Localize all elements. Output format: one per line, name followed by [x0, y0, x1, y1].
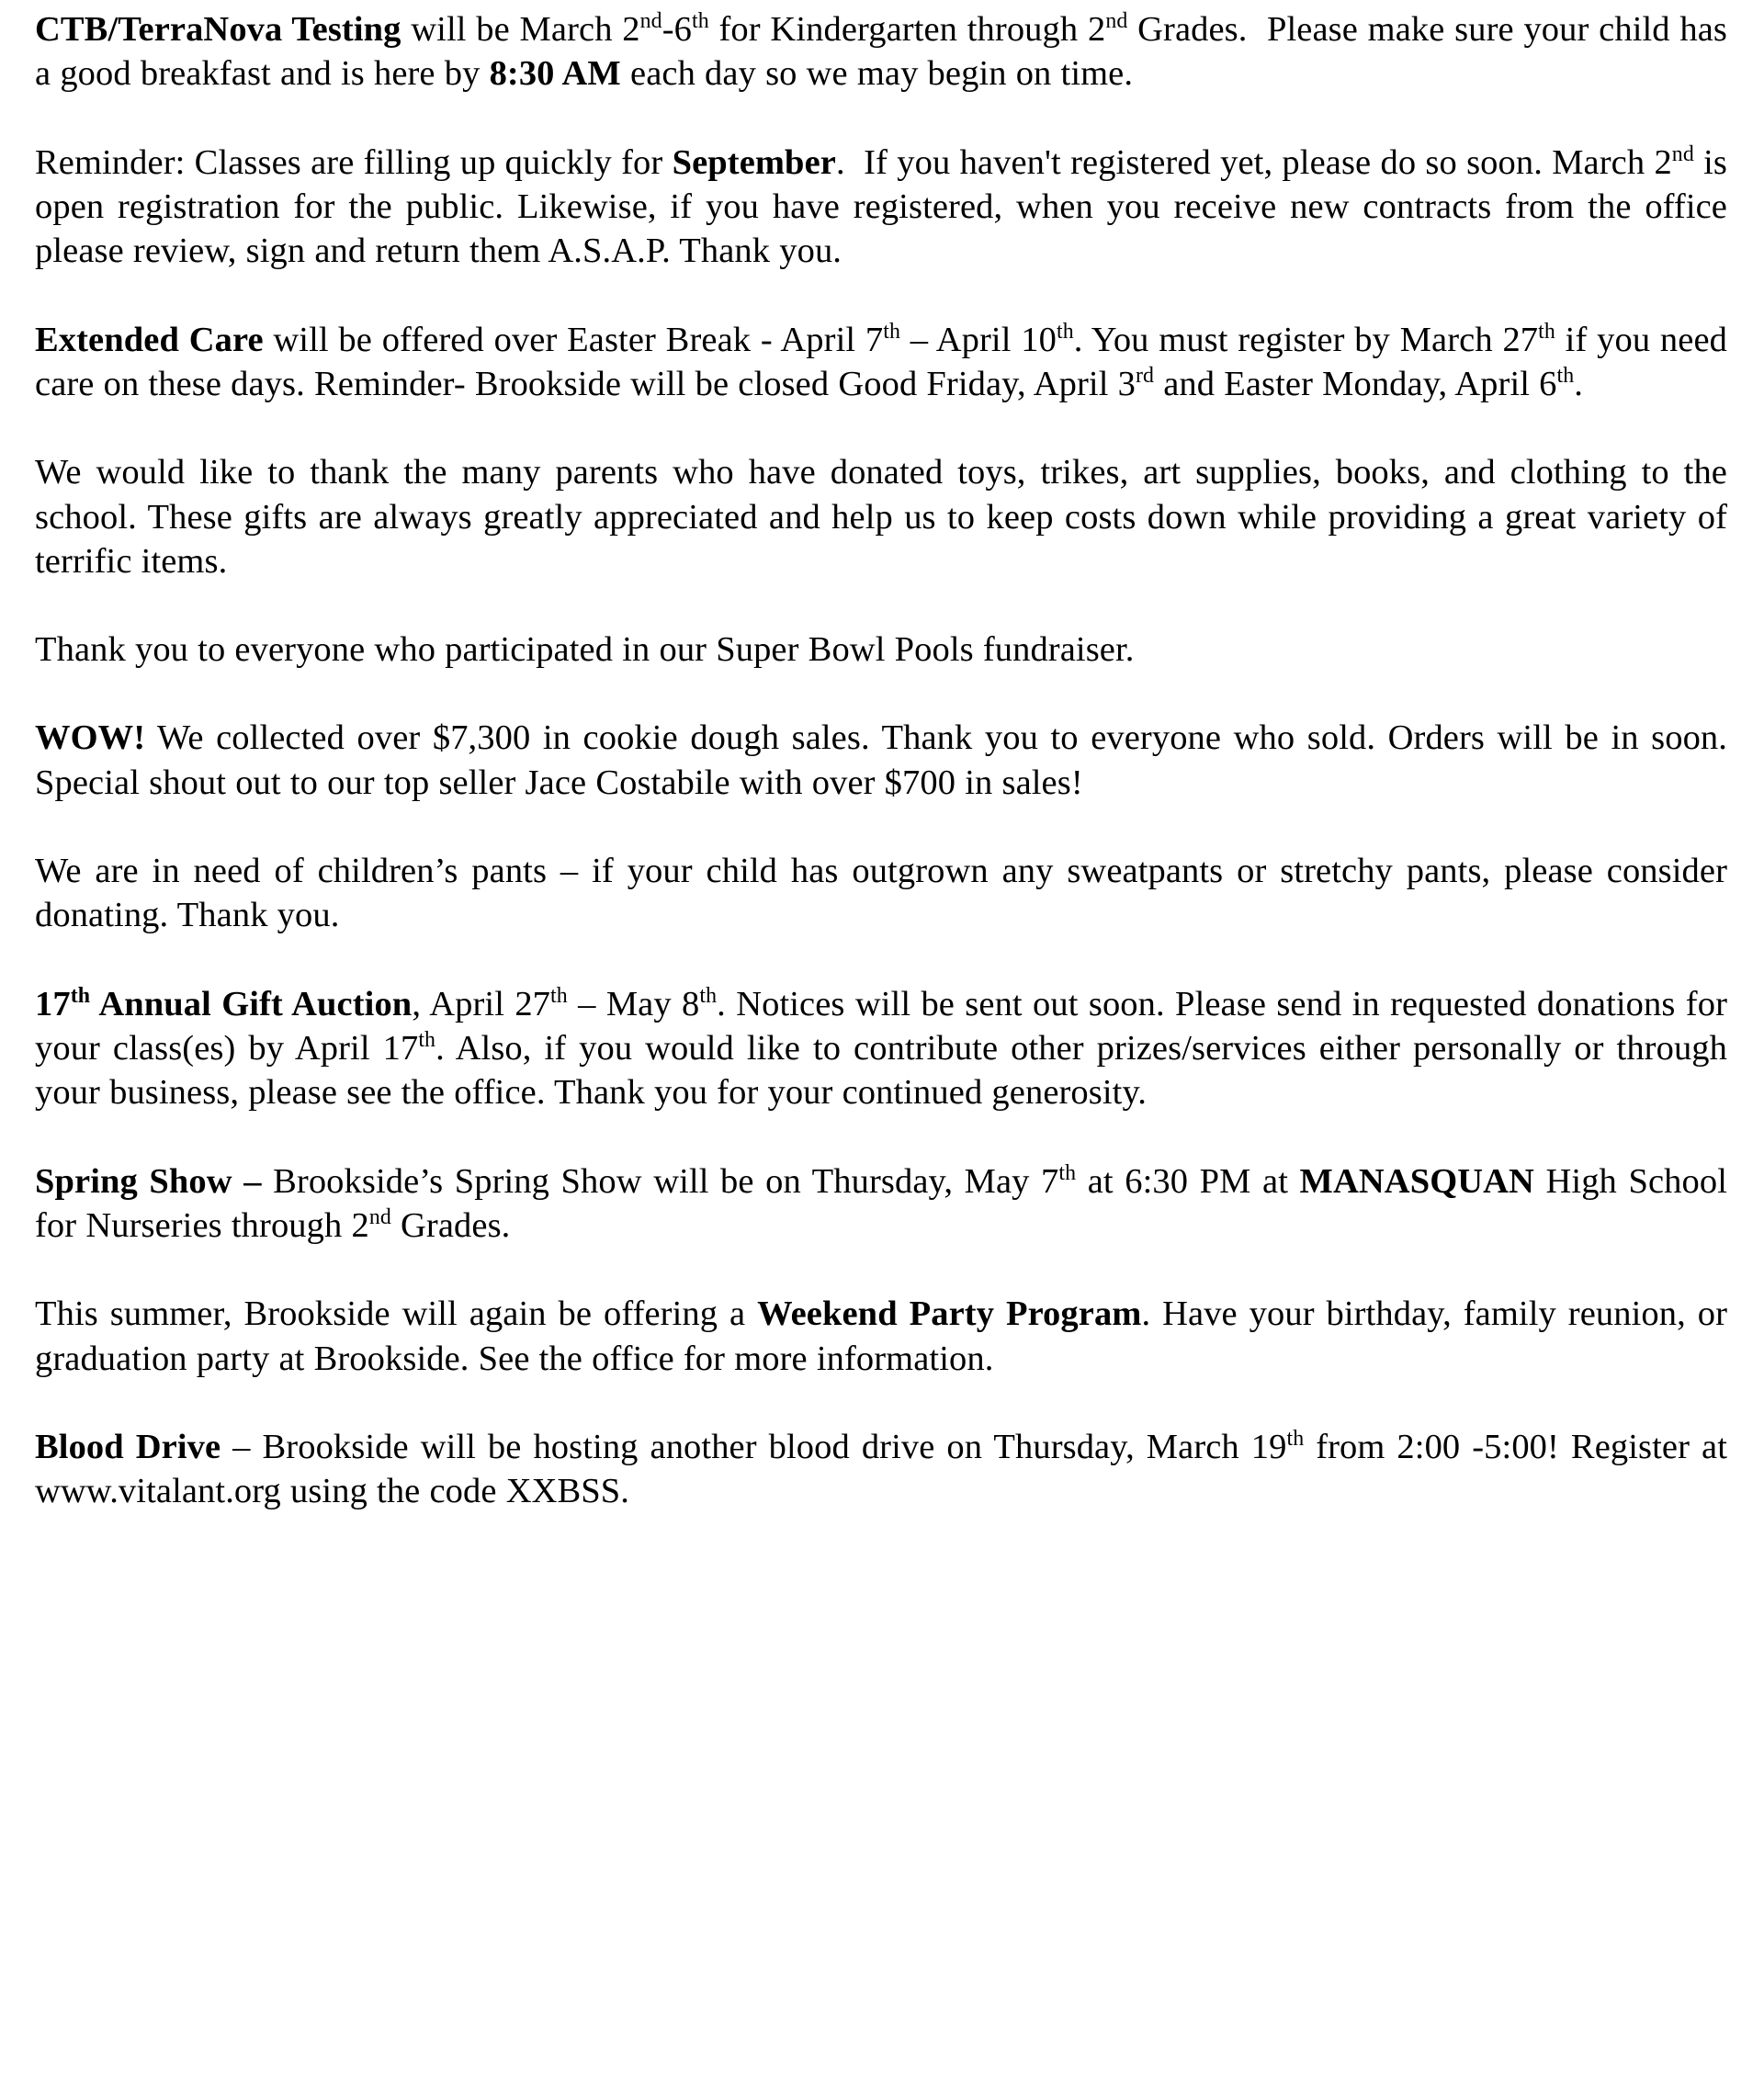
paragraph-cookie-dough: WOW! We collected over $7,300 in cookie dough sales. Thank you to everyone who sold. Orders will be in soon. Special shout out to our top seller Jace Costabile with over $700 in sales!	[35, 718, 1727, 802]
paragraph-spacer	[35, 1115, 1727, 1159]
ordinal-suffix: th	[1538, 319, 1555, 344]
newsletter-body	[35, 7, 1727, 1514]
paragraph-donations-thanks: We would like to thank the many parents who have donated toys, trikes, art supplies, books, and clothing to the school. These gifts are always greatly appreciated and help us to keep costs down while providing a great variety of terrific items.	[35, 453, 1727, 581]
ordinal-suffix: th	[418, 1028, 436, 1053]
paragraph-spacer	[35, 583, 1727, 627]
paragraph-lead-bold: CTB/TerraNova Testing	[35, 10, 401, 49]
paragraph-lead-bold: Spring Show –	[35, 1161, 262, 1201]
ordinal-suffix: nd	[1105, 9, 1128, 34]
emphasis-time: 8:30 AM	[489, 54, 621, 94]
emphasis-month: September	[672, 142, 836, 182]
ordinal-suffix: th	[883, 319, 901, 344]
paragraph-spacer	[35, 805, 1727, 849]
ordinal-suffix: nd	[639, 9, 662, 34]
ordinal-suffix: nd	[368, 1205, 391, 1230]
paragraph-lead-bold: Extended Care	[35, 320, 264, 359]
paragraph-gift-auction: 17th Annual Gift Auction, April 27th – May 8th. Notices will be sent out soon. Please send in requested donations for your class(es) by April 17th. Also, if you would like to contribute other prizes/services either personally or through your business, please see the office. Thank you for your continued generosity.	[35, 983, 1727, 1113]
paragraph-spacer	[35, 1381, 1727, 1425]
ordinal-suffix: th	[550, 983, 568, 1008]
paragraph-pants-request: We are in need of children’s pants – if your child has outgrown any sweatpants or stretchy pants, please consider donating. Thank you.	[35, 852, 1727, 935]
ordinal-suffix: rd	[1136, 364, 1155, 389]
paragraph-super-bowl: Thank you to everyone who participated in our Super Bowl Pools fundraiser.	[35, 630, 1135, 670]
paragraph-spacer	[35, 274, 1727, 318]
ordinal-suffix: th	[1058, 1160, 1077, 1185]
paragraph-blood-drive: Blood Drive – Brookside will be hosting another blood drive on Thursday, March 19th from 2:00 -5:00! Register at www.vitalant.org using the code XXBSS.	[35, 1427, 1727, 1511]
paragraph-lead-bold: 17th Annual Gift Auction	[35, 983, 413, 1023]
paragraph-registration: Reminder: Classes are filling up quickly for September. If you haven't registered yet, please do so soon. March 2nd is open registration for the public. Likewise, if you have registered, when you receive new contracts from the office please review, sign and return them A.S.A.P. Thank you.	[35, 141, 1727, 271]
emphasis-venue: MANASQUAN	[1299, 1161, 1534, 1201]
paragraph-weekend-party: This summer, Brookside will again be offering a Weekend Party Program. Have your birthday, family reunion, or graduation party at Brookside. See the office for more information.	[35, 1294, 1727, 1378]
paragraph-lead-bold: WOW!	[35, 718, 146, 758]
paragraph-spring-show: Spring Show – Brookside’s Spring Show will be on Thursday, May 7th at 6:30 PM at MANASQUAN High School for Nurseries through 2nd Grades.	[35, 1160, 1727, 1245]
ordinal-suffix: th	[1056, 319, 1074, 344]
ordinal-suffix: th	[1556, 364, 1575, 389]
paragraph-spacer	[35, 938, 1727, 982]
emphasis-program: Weekend Party Program	[757, 1294, 1142, 1334]
paragraph-extended-care: Extended Care will be offered over Easter Break - April 7th – April 10th. You must register by March 27th if you need care on these days. Reminder- Brookside will be closed Good Friday, April 3rd and Easter Monday, April 6th.	[35, 319, 1727, 403]
ordinal-suffix: th	[70, 983, 91, 1008]
ordinal-suffix: th	[1286, 1427, 1305, 1452]
ordinal-suffix: th	[691, 9, 709, 34]
ordinal-suffix: nd	[1671, 141, 1694, 166]
ordinal-suffix: th	[699, 983, 718, 1008]
paragraph-spacer	[35, 96, 1727, 141]
paragraph-testing: CTB/TerraNova Testing will be March 2nd-6th for Kindergarten through 2nd Grades. Please make sure your child has a good breakfast and is here by 8:30 AM each day so we may begin on time.	[35, 9, 1727, 94]
vitalant-url: www.vitalant.org	[35, 1472, 281, 1511]
paragraph-lead-bold: Blood Drive	[35, 1427, 221, 1466]
paragraph-spacer	[35, 406, 1727, 450]
paragraph-spacer	[35, 672, 1727, 716]
paragraph-spacer	[35, 1248, 1727, 1292]
